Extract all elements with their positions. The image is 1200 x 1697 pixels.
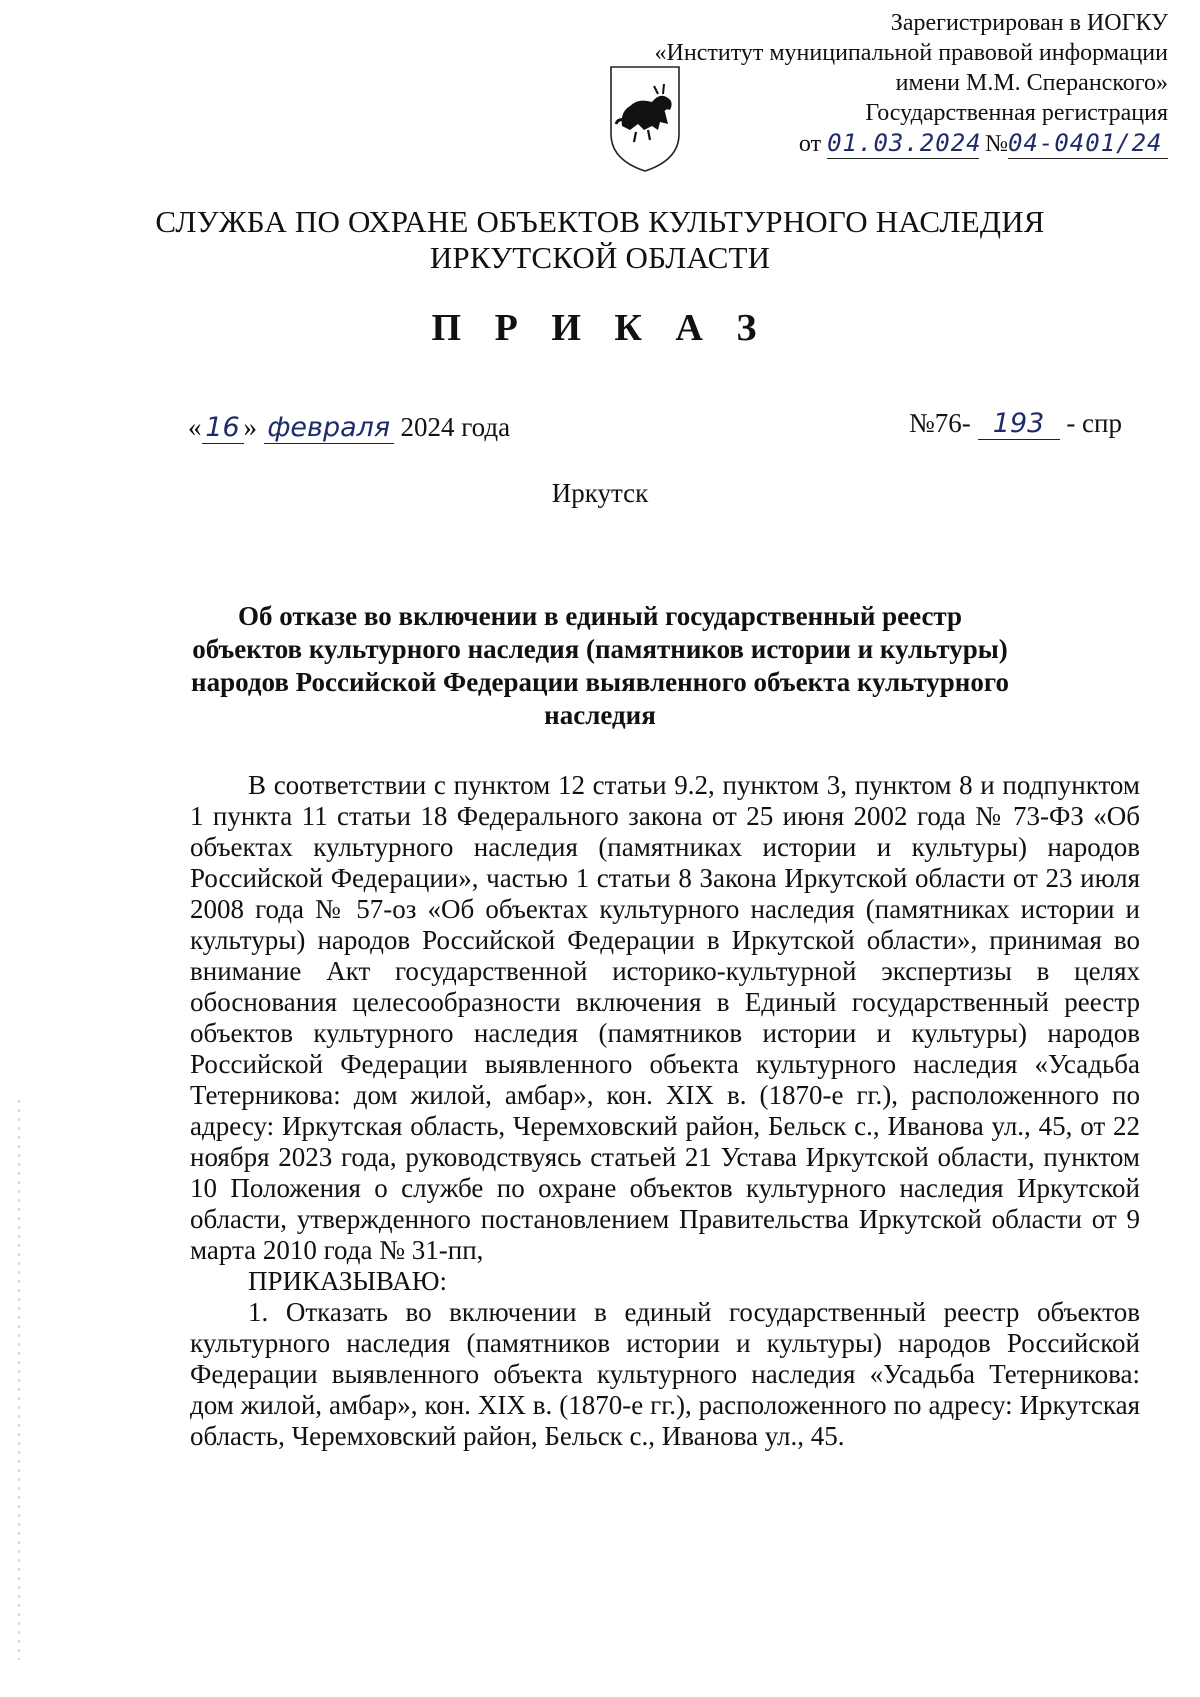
- registration-date-number: [655, 128, 1168, 159]
- order-word: ПРИКАЗЫВАЮ:: [248, 1266, 447, 1296]
- date-month-handwritten: февраля: [264, 412, 394, 444]
- registration-line-2: «Институт муниципальной правовой информации: [654, 40, 1168, 66]
- scan-artifact: [18, 1100, 20, 1660]
- registration-line-4: Государственная регистрация: [865, 100, 1168, 126]
- registration-stamp: [655, 8, 1168, 159]
- coat-of-arms-icon: [608, 64, 682, 174]
- organization-line-2: ИРКУТСКОЙ ОБЛАСТИ: [429, 240, 771, 275]
- order-item-1: 1. Отказать во включении в единый государственный реестр объектов культурного наследия (памятников истории и культуры) народов Российской Федерации выявленного объекта культурного наследия «Усадьба Тетерникова: дом жилой, амбар», кон. XIX в. (1870-е гг.), расположенного по адресу: Иркутская область, Черемховский район, Бельск с., Иванова ул., 45.: [190, 1297, 1140, 1451]
- date-day-handwritten: 16: [202, 412, 244, 444]
- order-number-handwritten: 193: [978, 408, 1060, 440]
- date-close-quote: »: [243, 412, 257, 442]
- registration-line-1: Зарегистрирован в ИОГКУ: [890, 10, 1168, 36]
- date-open-quote: «: [188, 412, 202, 442]
- order-number-suffix: - спр: [1066, 408, 1122, 438]
- organization-line-1: СЛУЖБА ПО ОХРАНЕ ОБЪЕКТОВ КУЛЬТУРНОГО НАСЛЕДИЯ: [155, 204, 1045, 239]
- preamble-paragraph: В соответствии с пунктом 12 статьи 9.2, пунктом 3, пунктом 8 и подпунктом 1 пункта 11 статьи 18 Федерального закона от 25 июня 2002 года № 73-ФЗ «Об объектах культурного наследия (памятниках истории и культуры) народов Российской Федерации», частью 1 статьи 8 Закона Иркутской области от 23 июля 2008 года № 57-оз «Об объектах культурного наследия (памятниках истории и культуры) народов Российской Федерации в Иркутской области», принимая во внимание Акт государственной историко-культурной экспертизы в целях обоснования целесообразности включения в Единый государственный реестр объектов культурного наследия (памятников истории и культуры) народов Российской Федерации выявленного объекта культурного наследия «Усадьба Тетерникова: дом жилой, амбар», кон. XIX в. (1870-е гг.), расположенного по адресу: Иркутская область, Черемховский район, Бельск с., Иванова ул., 45, от 22 ноября 2023 года, руководствуясь статьей 21 Устава Иркутской области, пунктом 10 Положения о службе по охране объектов культурного наследия Иркутской области, утвержденного постановлением Правительства Иркутской области от 9 марта 2010 года № 31-пп,: [190, 770, 1140, 1265]
- registration-number-handwritten: 04-0401/24: [1008, 128, 1168, 159]
- order-number: [909, 408, 1122, 440]
- order-body: [190, 770, 1140, 1452]
- city: Иркутск: [551, 478, 649, 508]
- document-title: П Р И К А З: [431, 307, 769, 349]
- registration-line-3: имени М.М. Сперанского»: [895, 70, 1168, 96]
- order-subject: Об отказе во включении в единый государственный реестр объектов культурного наследия (памятников истории и культуры) народов Российской Федерации выявленного объекта культурного наследия: [191, 601, 1009, 730]
- registration-date-handwritten: 01.03.2024: [827, 129, 982, 157]
- date-year: 2024 года: [400, 412, 511, 442]
- order-number-prefix: №76-: [909, 408, 971, 438]
- organization-name: [0, 204, 1200, 276]
- registration-number-prefix: №: [985, 131, 1008, 157]
- order-date: [188, 412, 510, 444]
- registration-date-prefix: от: [798, 131, 822, 157]
